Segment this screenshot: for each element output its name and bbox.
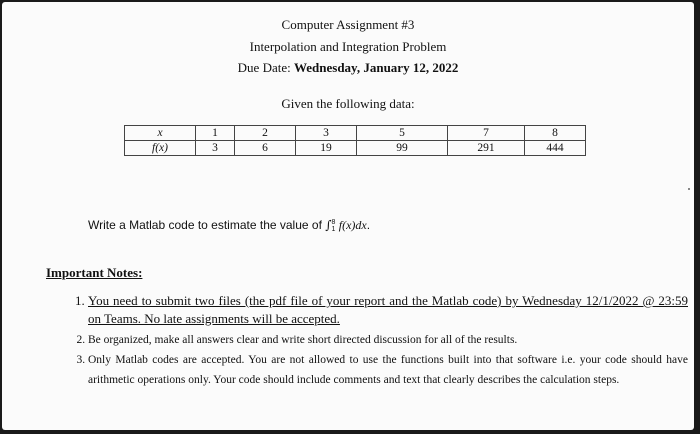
table-cell: 291 — [448, 141, 525, 156]
table-cell: 3 — [196, 141, 235, 156]
list-item: 1. You need to submit two files (the pdf file of your report and the Matlab code) by Wednesday 12/1/2022 @ 23:59 on Teams. No late assignments will be accepted. — [88, 292, 688, 328]
table-row — [125, 141, 586, 156]
data-table — [124, 125, 586, 156]
fx-label: f(x) — [125, 141, 196, 156]
table-cell: 5 — [357, 126, 448, 141]
table-cell: 99 — [357, 141, 448, 156]
list-item: 3. Only Matlab codes are accepted. You are not allowed to use the functions built into that software i.e. your code should have arithmetic operations only. Your code should include comments and text that clearly describes the calculation steps. — [88, 350, 688, 390]
assignment-title: Computer Assignment #3 — [281, 17, 415, 32]
table-cell: 19 — [296, 141, 357, 156]
integral-lower-limit: 1 — [331, 225, 336, 233]
task-suffix: . — [366, 218, 371, 232]
list-item: 2. Be organized, make all answers clear and write short directed discussion for all of the results. — [88, 330, 688, 350]
table-row — [125, 126, 586, 141]
integral-symbol: ∫ — [325, 218, 332, 232]
table-cell: 3 — [296, 126, 357, 141]
table-cell: 7 — [448, 126, 525, 141]
x-label: x — [125, 126, 196, 141]
due-date-label: Due Date: — [237, 60, 294, 75]
notes-list — [64, 292, 688, 390]
table-cell: 444 — [525, 141, 586, 156]
integrand: f(x)dx — [338, 218, 367, 232]
table-cell: 8 — [525, 126, 586, 141]
task-prefix: Write a Matlab code to estimate the value of — [88, 218, 326, 232]
integral-upper-limit: 8 — [331, 218, 336, 226]
notes-title: Important Notes: — [46, 265, 143, 280]
table-cell: 6 — [235, 141, 296, 156]
page-mark — [688, 188, 690, 190]
document-page — [2, 2, 694, 430]
table-cell: 1 — [196, 126, 235, 141]
task-statement — [88, 218, 370, 233]
given-data-text: Given the following data: — [281, 96, 415, 111]
table-cell: 2 — [235, 126, 296, 141]
due-date — [2, 60, 694, 76]
due-date-value: Wednesday, January 12, 2022 — [293, 60, 459, 75]
assignment-subtitle: Interpolation and Integration Problem — [249, 39, 447, 54]
